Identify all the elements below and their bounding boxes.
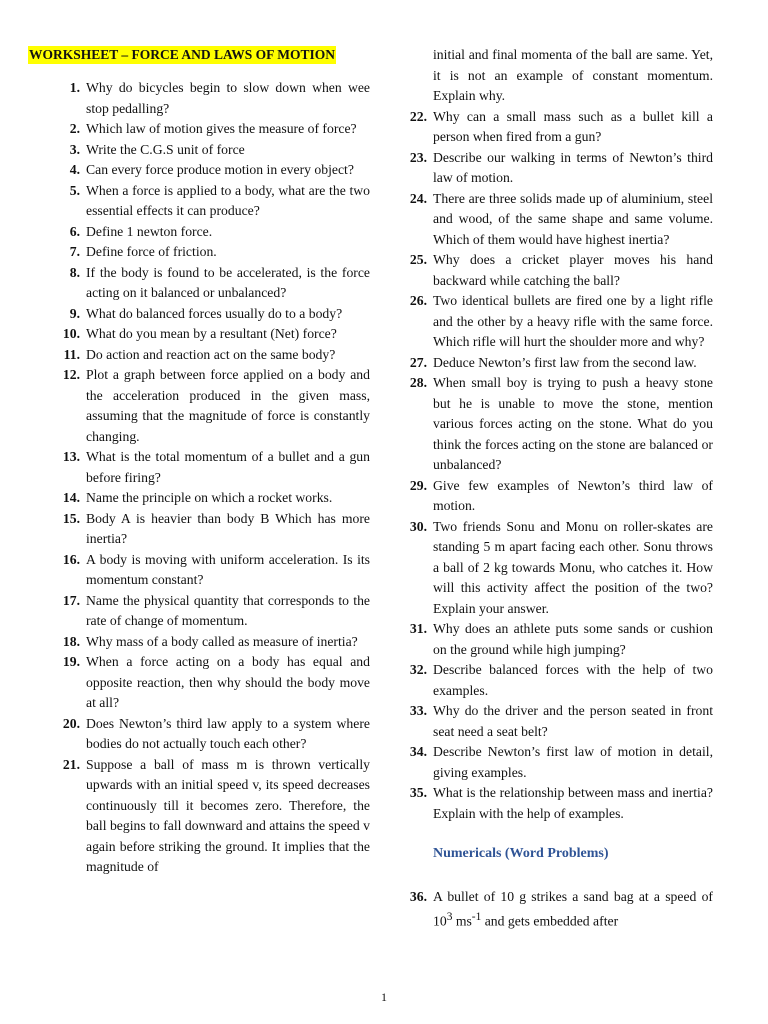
question-text: A body is moving with uniform acceleration. Is its momentum constant? bbox=[86, 551, 370, 587]
question-item bbox=[407, 701, 713, 742]
question-number: 32. bbox=[409, 662, 427, 677]
question-number: 34. bbox=[409, 744, 427, 759]
question-item bbox=[28, 345, 370, 366]
question-number: 23. bbox=[409, 149, 427, 165]
question-item bbox=[28, 263, 370, 304]
question-text: Can every force produce motion in every object? bbox=[86, 162, 354, 177]
question-number: 18. bbox=[62, 633, 80, 649]
question-number: 27. bbox=[409, 354, 427, 370]
question-item bbox=[28, 365, 370, 447]
question-item bbox=[28, 78, 370, 119]
right-column bbox=[407, 45, 713, 932]
question-item bbox=[28, 181, 370, 222]
question-item bbox=[28, 488, 370, 509]
question-text: Why do bicycles begin to slow down when wee stop pedalling? bbox=[86, 80, 370, 116]
question-text: Why does an athlete puts some sands or cushion on the ground while high jumping? bbox=[433, 621, 713, 657]
question-text: When small boy is trying to push a heavy stone but he is unable to move the stone, mention various forces acting on the stone. What do you think the forces acting on the stone are balanced or unbalanced? bbox=[433, 375, 713, 472]
question-text: What do you mean by a resultant (Net) force? bbox=[86, 326, 337, 341]
question-item bbox=[407, 189, 713, 251]
question-text: Define force of friction. bbox=[86, 244, 217, 259]
question-number: 30. bbox=[409, 518, 427, 534]
question-item bbox=[407, 373, 713, 476]
question-text: Why does a cricket player moves his hand backward while catching the ball? bbox=[433, 252, 713, 288]
question-item bbox=[28, 591, 370, 632]
question-text: What is the total momentum of a bullet and a gun before firing? bbox=[86, 449, 370, 485]
question-number: 33. bbox=[409, 703, 427, 718]
page-number: 1 bbox=[381, 990, 387, 1004]
section-heading-numericals: Numericals (Word Problems) bbox=[433, 846, 609, 861]
question-item bbox=[28, 632, 370, 653]
question-text: Name the physical quantity that corresponds to the rate of change of momentum. bbox=[86, 592, 370, 628]
question-item bbox=[28, 755, 370, 878]
question-item bbox=[28, 119, 370, 140]
question-text: Name the principle on which a rocket works. bbox=[86, 490, 333, 505]
question-item bbox=[407, 887, 713, 933]
question-number: 36. bbox=[409, 888, 427, 904]
question-item bbox=[28, 324, 370, 345]
question-number: 22. bbox=[409, 108, 427, 124]
question-21-continuation: initial and final momenta of the ball are same. Yet, it is not an example of constant momentum. Explain why. bbox=[433, 47, 713, 103]
question-number: 6. bbox=[69, 223, 80, 239]
left-column bbox=[28, 45, 370, 878]
question-text: Give few examples of Newton’s third law of motion. bbox=[433, 477, 713, 513]
question-text: Deduce Newton’s first law from the second law. bbox=[433, 354, 697, 370]
question-number: 4. bbox=[69, 162, 80, 177]
question-text: A bullet of 10 g strikes a sand bag at a speed of $10^3$ $ms^{-1}$ and gets embedded after bbox=[433, 888, 713, 929]
question-number: 29. bbox=[409, 477, 427, 493]
question-text: There are three solids made up of aluminium, steel and wood, of the same shape and same volume. Which of them would have highest inertia? bbox=[433, 190, 713, 247]
question-number: 3. bbox=[69, 141, 80, 157]
question-number: 7. bbox=[69, 244, 80, 259]
question-item bbox=[28, 304, 370, 325]
question-item bbox=[407, 250, 713, 291]
question-text: Two identical bullets are fired one by a light rifle and the other by a heavy rifle with the same force. Which rifle will hurt the shoulder more and why? bbox=[433, 293, 713, 349]
question-number: 14. bbox=[62, 490, 80, 505]
question-item bbox=[407, 107, 713, 148]
question-text: Define 1 newton force. bbox=[86, 223, 213, 239]
question-item bbox=[28, 242, 370, 263]
question-text: Suppose a ball of mass m is thrown vertically upwards with an initial speed v, its speed decreases continuously till it becomes zero. Therefore, the ball begins to fall downward and attains the speed v again before striking the ground. It implies that the magnitude of bbox=[86, 756, 370, 874]
question-number: 13. bbox=[62, 449, 80, 464]
question-item bbox=[28, 222, 370, 243]
question-text: Why mass of a body called as measure of inertia? bbox=[86, 633, 358, 649]
question-item bbox=[28, 652, 370, 714]
question-text: Describe our walking in terms of Newton’s third law of motion. bbox=[433, 149, 713, 185]
question-text: Body A is heavier than body B Which has more inertia? bbox=[86, 510, 370, 546]
question-number: 11. bbox=[63, 346, 80, 362]
question-text: Two friends Sonu and Monu on roller-skates are standing 5 m apart facing each other. Sonu throws a ball of 2 kg towards Monu, who catches it. How will this activity affect the position of the two? Explain your answer. bbox=[433, 518, 713, 616]
question-text: Which law of motion gives the measure of force? bbox=[86, 121, 357, 136]
question-item bbox=[407, 517, 713, 620]
question-number: 8. bbox=[69, 264, 80, 280]
question-item bbox=[28, 447, 370, 488]
question-text: Why do the driver and the person seated in front seat need a seat belt? bbox=[433, 703, 713, 739]
question-item bbox=[28, 550, 370, 591]
question-text: Plot a graph between force applied on a body and the acceleration produced in the given mass, assuming that the magnitude of force is constantly changing. bbox=[86, 367, 370, 444]
question-text: Describe balanced forces with the help of two examples. bbox=[433, 662, 713, 698]
question-number: 16. bbox=[62, 551, 80, 567]
question-item bbox=[407, 660, 713, 701]
question-number: 17. bbox=[62, 592, 80, 608]
question-number: 5. bbox=[69, 182, 80, 198]
question-number: 26. bbox=[409, 293, 427, 308]
question-item bbox=[407, 148, 713, 189]
question-number: 21. bbox=[62, 756, 80, 772]
question-text: Does Newton’s third law apply to a system where bodies do not actually touch each other? bbox=[86, 715, 370, 751]
question-number: 2. bbox=[69, 121, 80, 136]
question-text: Do action and reaction act on the same body? bbox=[86, 346, 336, 362]
question-text: What is the relationship between mass and inertia? Explain with the help of examples. bbox=[433, 785, 713, 821]
question-text: Why can a small mass such as a bullet kill a person when fired from a gun? bbox=[433, 108, 713, 144]
question-number: 20. bbox=[62, 715, 80, 731]
question-number: 9. bbox=[69, 305, 80, 321]
question-number: 31. bbox=[409, 621, 427, 636]
question-text: What do balanced forces usually do to a body? bbox=[86, 305, 343, 321]
question-item bbox=[407, 783, 713, 824]
question-item bbox=[28, 160, 370, 181]
question-text: When a force acting on a body has equal and opposite reaction, then why should the body move at all? bbox=[86, 654, 370, 710]
question-item bbox=[407, 619, 713, 660]
left-question-list bbox=[28, 78, 370, 878]
right-question-list bbox=[407, 107, 713, 825]
question-item bbox=[407, 476, 713, 517]
question-item bbox=[407, 742, 713, 783]
question-text: If the body is found to be accelerated, is the force acting on it balanced or unbalanced? bbox=[86, 264, 370, 300]
question-number: 28. bbox=[409, 375, 427, 390]
question-number: 15. bbox=[62, 510, 80, 526]
question-text: When a force is applied to a body, what are the two essential effects it can produce? bbox=[86, 182, 370, 218]
question-number: 12. bbox=[62, 367, 80, 382]
question-item bbox=[28, 714, 370, 755]
question-number: 24. bbox=[409, 190, 427, 206]
question-number: 10. bbox=[62, 326, 80, 341]
question-item bbox=[407, 353, 713, 374]
question-number: 35. bbox=[409, 785, 427, 800]
question-text: Write the C.G.S unit of force bbox=[86, 141, 245, 157]
question-text: Describe Newton’s first law of motion in detail, giving examples. bbox=[433, 744, 713, 780]
question-item bbox=[28, 509, 370, 550]
question-number: 25. bbox=[409, 252, 427, 267]
question-number: 1. bbox=[69, 80, 80, 95]
question-item bbox=[407, 291, 713, 353]
question-item bbox=[28, 140, 370, 161]
worksheet-title: WORKSHEET – FORCE AND LAWS OF MOTION bbox=[29, 47, 336, 62]
question-number: 19. bbox=[62, 654, 80, 669]
